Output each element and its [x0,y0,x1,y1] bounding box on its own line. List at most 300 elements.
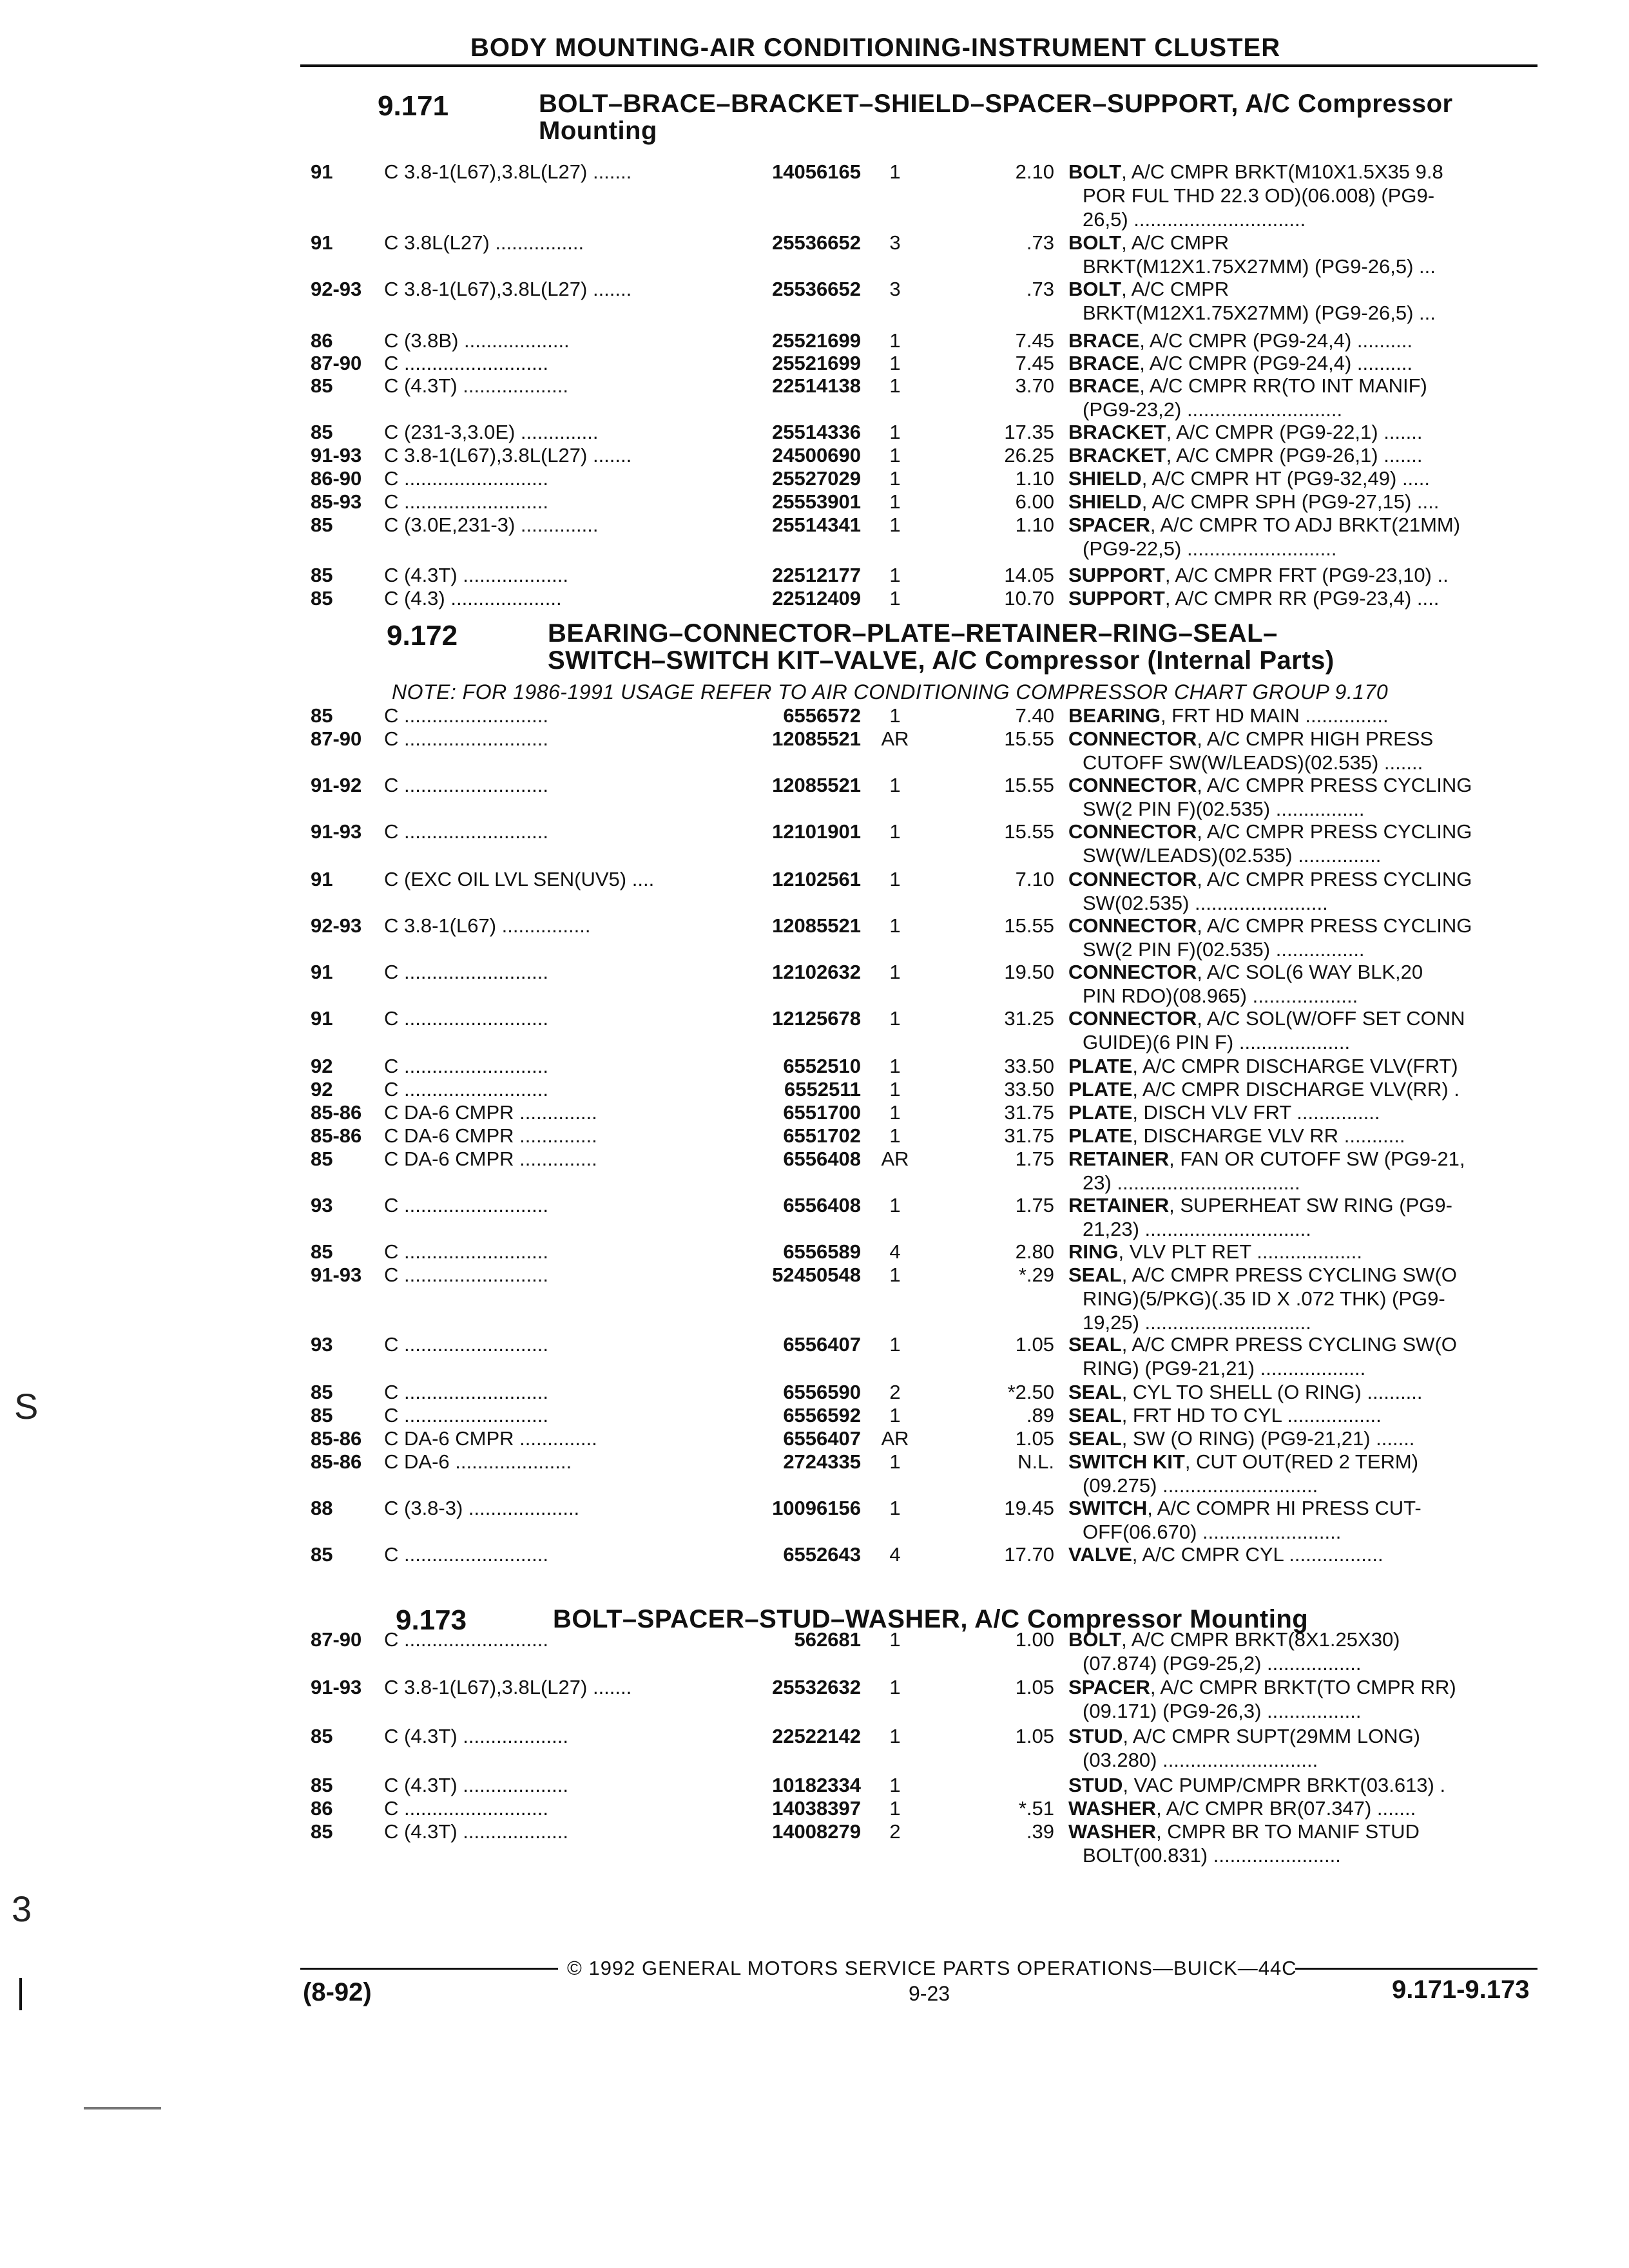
part-description [1068,420,1558,444]
price: .73 [1026,231,1054,254]
price: 15.55 [1004,914,1054,937]
part-description [1068,1054,1558,1078]
quantity: 1 [889,1194,901,1216]
description-line: RETAINER, SUPERHEAT SW RING (PG9- [1068,1194,1452,1216]
application: C .......................... [384,1404,548,1427]
section-title-line: Mounting [539,117,657,145]
model-year: 93 [311,1194,333,1216]
description-line: 21,23) .............................. [1083,1218,1311,1240]
model-year: 85 [311,564,333,586]
application: C 3.8-1(L67),3.8L(L27) ....... [384,278,632,300]
part-description [1068,1240,1558,1264]
application: C (4.3T) ................... [384,1725,568,1747]
model-year: 91 [311,1007,333,1030]
description-line: PLATE, A/C CMPR DISCHARGE VLV(FRT) [1068,1055,1458,1077]
part-description [1068,1427,1558,1450]
description-line: SW(W/LEADS)(02.535) ............... [1083,844,1382,867]
application: C 3.8-1(L67),3.8L(L27) ....... [384,160,632,183]
application: C DA-6 ..................... [384,1450,572,1473]
application: C (4.3T) ................... [384,1774,568,1796]
quantity: 1 [889,421,901,443]
application: C 3.8L(L27) ................ [384,231,584,254]
description-line: (PG9-22,5) ........................... [1083,537,1337,560]
model-year: 91 [311,868,333,890]
part-description [1068,914,1558,961]
model-year: 85 [311,374,333,397]
description-line: RING) (PG9-21,21) ................... [1083,1357,1366,1379]
description-line: SEAL, SW (O RING) (PG9-21,21) ....... [1068,1427,1415,1450]
quantity: 1 [889,1007,901,1030]
part-number: 12101901 [772,820,861,843]
price: .73 [1026,278,1054,300]
description-line: 23) ................................. [1083,1171,1300,1194]
quantity: 1 [889,820,901,843]
description-line: BOLT(00.831) ....................... [1083,1844,1341,1867]
part-description [1068,867,1558,915]
part-description [1068,513,1558,561]
quantity: 1 [889,704,901,727]
part-description [1068,490,1558,514]
part-number: 6556408 [783,1194,861,1216]
description-line: WASHER, CMPR BR TO MANIF STUD [1068,1820,1420,1843]
part-number: 25527029 [772,467,861,490]
price: 26.25 [1004,444,1054,466]
description-line: BRACE, A/C CMPR (PG9-24,4) .......... [1068,329,1413,352]
section-title [539,90,1453,144]
model-year: 92 [311,1055,333,1077]
description-line: POR FUL THD 22.3 OD)(06.008) (PG9- [1083,184,1435,207]
model-year: 85 [311,1543,333,1566]
application: C (EXC OIL LVL SEN(UV5) .... [384,868,655,890]
footer-revision: (8-92) [303,1978,372,2006]
quantity: 1 [889,160,901,183]
description-line: SW(2 PIN F)(02.535) ................ [1083,798,1365,820]
part-number: 12085521 [772,774,861,796]
quantity: 1 [889,1264,901,1286]
application: C .......................... [384,1078,548,1100]
quantity: AR [881,727,909,750]
part-description [1068,1450,1558,1497]
model-year: 86-90 [311,467,362,490]
application: C DA-6 CMPR .............. [384,1124,597,1147]
description-line: SWITCH, A/C COMPR HI PRESS CUT- [1068,1497,1422,1519]
model-year: 91 [311,231,333,254]
model-year: 91-92 [311,774,362,796]
margin-mark: 3 [12,1888,32,1929]
application: C 3.8-1(L67) ................ [384,914,591,937]
application: C .......................... [384,727,548,750]
quantity: 1 [889,1124,901,1147]
price: 2.10 [1015,160,1054,183]
model-year: 87-90 [311,352,362,374]
model-year: 86 [311,1797,333,1820]
part-number: 12102561 [772,868,861,890]
part-description [1068,704,1558,727]
section-title-line: BOLT–SPACER–STUD–WASHER, A/C Compressor Mounting [553,1605,1309,1633]
part-number: 12085521 [772,914,861,937]
part-description [1068,773,1558,821]
margin-mark: S [14,1386,39,1427]
quantity: 3 [889,231,901,254]
part-description [1068,1773,1558,1797]
model-year: 85 [311,1774,333,1796]
description-line: WASHER, A/C CMPR BR(07.347) ....... [1068,1797,1416,1820]
section-title-line: BEARING–CONNECTOR–PLATE–RETAINER–RING–SEAL– [548,619,1278,648]
description-line: SHIELD, A/C CMPR SPH (PG9-27,15) .... [1068,490,1440,513]
section-title-line: BOLT–BRACE–BRACKET–SHIELD–SPACER–SUPPORT, A/C Compressor [539,90,1453,118]
application: C .......................... [384,961,548,983]
quantity: 1 [889,961,901,983]
footer-section-ref: 9.171-9.173 [1392,1975,1530,2004]
price: 1.75 [1015,1194,1054,1216]
model-year: 91-93 [311,444,362,466]
part-number: 6556408 [783,1148,861,1170]
part-number: 6551700 [783,1101,861,1124]
quantity: 4 [889,1240,901,1263]
part-number: 6556590 [783,1381,861,1403]
part-number: 22512177 [772,564,861,586]
model-year: 87-90 [311,1628,362,1651]
application: C (231-3,3.0E) .............. [384,421,599,443]
price: 7.40 [1015,704,1054,727]
description-line: SEAL, A/C CMPR PRESS CYCLING SW(O [1068,1333,1457,1356]
scan-mark [84,2107,161,2109]
price: 14.05 [1004,564,1054,586]
application: C (3.0E,231-3) .............. [384,514,599,536]
description-line: RING)(5/PKG)(.35 ID X .072 THK) (PG9- [1083,1287,1445,1310]
quantity: 1 [889,444,901,466]
footer-rule-left [300,1968,558,1970]
part-number: 14056165 [772,160,861,183]
part-number: 2724335 [783,1450,861,1473]
description-line: SPACER, A/C CMPR TO ADJ BRKT(21MM) [1068,514,1461,536]
part-number: 52450548 [772,1264,861,1286]
margin-bar [19,1978,22,2010]
quantity: 1 [889,1725,901,1747]
part-description [1068,374,1558,421]
application: C DA-6 CMPR .............. [384,1427,597,1450]
part-number: 6556589 [783,1240,861,1263]
description-line: BOLT, A/C CMPR BRKT(M10X1.5X35 9.8 [1068,160,1443,183]
application: C (4.3T) ................... [384,1820,568,1843]
description-line: SWITCH KIT, CUT OUT(RED 2 TERM) [1068,1450,1419,1473]
part-number: 6556407 [783,1427,861,1450]
price: 17.70 [1004,1543,1054,1566]
description-line: SUPPORT, A/C CMPR FRT (PG9-23,10) .. [1068,564,1449,586]
quantity: 1 [889,1774,901,1796]
description-line: (09.275) ............................ [1083,1474,1318,1497]
part-description [1068,1724,1558,1772]
price: 6.00 [1015,490,1054,513]
price: 31.25 [1004,1007,1054,1030]
model-year: 85 [311,421,333,443]
model-year: 92-93 [311,278,362,300]
price: 1.75 [1015,1148,1054,1170]
price: *.51 [1018,1797,1054,1820]
part-number: 25536652 [772,231,861,254]
application: C .......................... [384,704,548,727]
application: C DA-6 CMPR .............. [384,1101,597,1124]
description-line: BOLT, A/C CMPR [1068,278,1229,300]
part-number: 25514336 [772,421,861,443]
description-line: SHIELD, A/C CMPR HT (PG9-32,49) ..... [1068,467,1431,490]
model-year: 85-93 [311,490,362,513]
description-line: 26,5) ............................... [1083,208,1306,231]
part-description [1068,563,1558,587]
footer-copyright: © 1992 GENERAL MOTORS SERVICE PARTS OPERATIONS—BUICK—44C [567,1957,1297,1979]
description-line: SPACER, A/C CMPR BRKT(TO CMPR RR) [1068,1676,1456,1698]
price: 7.45 [1015,352,1054,374]
part-description [1068,1403,1558,1427]
quantity: 2 [889,1381,901,1403]
part-number: 22512409 [772,587,861,610]
description-line: GUIDE)(6 PIN F) .................... [1083,1031,1351,1053]
application: C .......................... [384,1007,548,1030]
price: *.29 [1018,1264,1054,1286]
quantity: 1 [889,329,901,352]
quantity: AR [881,1427,909,1450]
part-number: 12125678 [772,1007,861,1030]
description-line: CUTOFF SW(W/LEADS)(02.535) ....... [1083,751,1423,774]
description-line: SEAL, FRT HD TO CYL ................. [1068,1404,1382,1427]
part-description [1068,1675,1558,1723]
part-number: 22514138 [772,374,861,397]
part-number: 6552511 [784,1078,861,1100]
part-description [1068,277,1558,325]
page-header: BODY MOUNTING-AIR CONDITIONING-INSTRUMENT CLUSTER [470,34,1281,62]
model-year: 85 [311,1148,333,1170]
description-line: 19,25) .............................. [1083,1311,1311,1334]
price: 1.00 [1015,1628,1054,1651]
application: C .......................... [384,820,548,843]
section-title-line: SWITCH–SWITCH KIT–VALVE, A/C Compressor (Internal Parts) [548,646,1335,675]
application: C .......................... [384,1628,548,1651]
section-title [548,620,1335,674]
model-year: 85-86 [311,1124,362,1147]
description-line: (03.280) ............................ [1083,1749,1318,1771]
price: 3.70 [1015,374,1054,397]
description-line: CONNECTOR, A/C CMPR PRESS CYCLING [1068,820,1472,843]
application: C (4.3T) ................... [384,564,568,586]
price: 1.05 [1015,1725,1054,1747]
model-year: 85 [311,514,333,536]
part-description [1068,1100,1558,1124]
application: C .......................... [384,1797,548,1820]
price: 1.05 [1015,1676,1054,1698]
description-line: CONNECTOR, A/C CMPR PRESS CYCLING [1068,914,1472,937]
part-number: 6551702 [783,1124,861,1147]
price: .89 [1026,1404,1054,1427]
part-description [1068,1193,1558,1241]
description-line: CONNECTOR, A/C SOL(6 WAY BLK,20 [1068,961,1423,983]
model-year: 91-93 [311,820,362,843]
part-description [1068,727,1558,774]
part-number: 10096156 [772,1497,861,1519]
price: 10.70 [1004,587,1054,610]
description-line: BRACE, A/C CMPR RR(TO INT MANIF) [1068,374,1427,397]
description-line: BRACKET, A/C CMPR (PG9-22,1) ....... [1068,421,1423,443]
part-description [1068,1496,1558,1544]
application: C .......................... [384,1333,548,1356]
description-line: BRKT(M12X1.75X27MM) (PG9-26,5) ... [1083,302,1436,324]
price: N.L. [1017,1450,1054,1473]
application: C (4.3T) ................... [384,374,568,397]
description-line: (09.171) (PG9-26,3) ................. [1083,1700,1362,1722]
quantity: 1 [889,868,901,890]
quantity: 1 [889,587,901,610]
quantity: 1 [889,490,901,513]
part-number: 14008279 [772,1820,861,1843]
quantity: 1 [889,467,901,490]
part-number: 6552643 [783,1543,861,1566]
model-year: 85 [311,1381,333,1403]
application: C .......................... [384,352,548,374]
part-description [1068,586,1558,610]
part-number: 14038397 [772,1797,861,1820]
application: C (4.3) .................... [384,587,562,610]
description-line: CONNECTOR, A/C CMPR PRESS CYCLING [1068,774,1472,796]
quantity: 1 [889,914,901,937]
application: C .......................... [384,1543,548,1566]
part-description [1068,1147,1558,1195]
description-line: (07.874) (PG9-25,2) ................. [1083,1652,1362,1675]
description-line: BRACE, A/C CMPR (PG9-24,4) .......... [1068,352,1413,374]
part-number: 25532632 [772,1676,861,1698]
description-line: STUD, VAC PUMP/CMPR BRKT(03.613) . [1068,1774,1446,1796]
model-year: 88 [311,1497,333,1519]
quantity: 1 [889,352,901,374]
footer-page-number: 9-23 [909,1982,950,2005]
application: C (3.8-3) .................... [384,1497,580,1519]
part-description [1068,1124,1558,1148]
price: 31.75 [1004,1101,1054,1124]
quantity: 1 [889,774,901,796]
quantity: AR [881,1148,909,1170]
price: 33.50 [1004,1055,1054,1077]
section-number: 9.173 [396,1604,467,1636]
quantity: 1 [889,1797,901,1820]
part-number: 25536652 [772,278,861,300]
description-line: (PG9-23,2) ............................ [1083,398,1343,421]
description-line: BEARING, FRT HD MAIN ............... [1068,704,1389,727]
price: 7.10 [1015,868,1054,890]
price: 15.55 [1004,820,1054,843]
part-description [1068,1628,1558,1675]
description-line: CONNECTOR, A/C SOL(W/OFF SET CONN [1068,1007,1465,1030]
description-line: PLATE, DISCHARGE VLV RR ........... [1068,1124,1405,1147]
part-description [1068,820,1558,867]
part-description [1068,1380,1558,1404]
model-year: 85 [311,704,333,727]
model-year: 85-86 [311,1101,362,1124]
description-line: RETAINER, FAN OR CUTOFF SW (PG9-21, [1068,1148,1465,1170]
part-number: 25553901 [772,490,861,513]
application: C 3.8-1(L67),3.8L(L27) ....... [384,444,632,466]
price: 2.80 [1015,1240,1054,1263]
price: *2.50 [1007,1381,1054,1403]
application: C (3.8B) ................... [384,329,570,352]
price: 7.45 [1015,329,1054,352]
footer-rule-right [1295,1968,1537,1970]
description-line: PIN RDO)(08.965) ................... [1083,985,1358,1007]
part-number: 6556407 [783,1333,861,1356]
part-number: 10182334 [772,1774,861,1796]
application: C .......................... [384,1381,548,1403]
quantity: 3 [889,278,901,300]
part-description [1068,443,1558,467]
part-description [1068,160,1558,231]
quantity: 1 [889,1078,901,1100]
description-line: CONNECTOR, A/C CMPR HIGH PRESS [1068,727,1434,750]
description-line: CONNECTOR, A/C CMPR PRESS CYCLING [1068,868,1472,890]
quantity: 1 [889,1101,901,1124]
price: 1.05 [1015,1427,1054,1450]
part-description [1068,1006,1558,1054]
quantity: 1 [889,1628,901,1651]
model-year: 85 [311,1240,333,1263]
part-description [1068,1332,1558,1380]
price: 15.55 [1004,774,1054,796]
application: C 3.8-1(L67),3.8L(L27) ....... [384,1676,632,1698]
price: 15.55 [1004,727,1054,750]
description-line: BOLT, A/C CMPR BRKT(8X1.25X30) [1068,1628,1400,1651]
model-year: 85-86 [311,1427,362,1450]
model-year: 91 [311,961,333,983]
header-rule [300,64,1537,67]
part-number: 24500690 [772,444,861,466]
price: 19.45 [1004,1497,1054,1519]
quantity: 1 [889,1676,901,1698]
description-line: SW(02.535) ........................ [1083,892,1328,914]
part-description [1068,960,1558,1008]
description-line: SEAL, A/C CMPR PRESS CYCLING SW(O [1068,1264,1457,1286]
description-line: RING, VLV PLT RET ................... [1068,1240,1362,1263]
model-year: 91-93 [311,1264,362,1286]
description-line: SW(2 PIN F)(02.535) ................ [1083,938,1365,961]
description-line: PLATE, DISCH VLV FRT ............... [1068,1101,1380,1124]
model-year: 92-93 [311,914,362,937]
description-line: VALVE, A/C CMPR CYL ................. [1068,1543,1383,1566]
application: C .......................... [384,774,548,796]
model-year: 92 [311,1078,333,1100]
part-number: 6556572 [783,704,861,727]
application: C .......................... [384,1194,548,1216]
part-number: 12102632 [772,961,861,983]
part-description [1068,1796,1558,1820]
quantity: 1 [889,1450,901,1473]
description-line: SEAL, CYL TO SHELL (O RING) .......... [1068,1381,1423,1403]
application: C .......................... [384,490,548,513]
model-year: 85 [311,587,333,610]
description-line: BRACKET, A/C CMPR (PG9-26,1) ....... [1068,444,1423,466]
model-year: 91 [311,160,333,183]
price: 1.10 [1015,467,1054,490]
part-description [1068,351,1558,375]
price: 31.75 [1004,1124,1054,1147]
application: C DA-6 CMPR .............. [384,1148,597,1170]
quantity: 1 [889,1497,901,1519]
section-note: NOTE: FOR 1986-1991 USAGE REFER TO AIR CONDITIONING COMPRESSOR CHART GROUP 9.170 [392,680,1389,704]
description-line: STUD, A/C CMPR SUPT(29MM LONG) [1068,1725,1420,1747]
model-year: 85-86 [311,1450,362,1473]
description-line: PLATE, A/C CMPR DISCHARGE VLV(RR) . [1068,1078,1460,1100]
model-year: 93 [311,1333,333,1356]
part-number: 6552510 [783,1055,861,1077]
model-year: 91-93 [311,1676,362,1698]
price: 1.10 [1015,514,1054,536]
part-number: 25521699 [772,329,861,352]
part-number: 22522142 [772,1725,861,1747]
